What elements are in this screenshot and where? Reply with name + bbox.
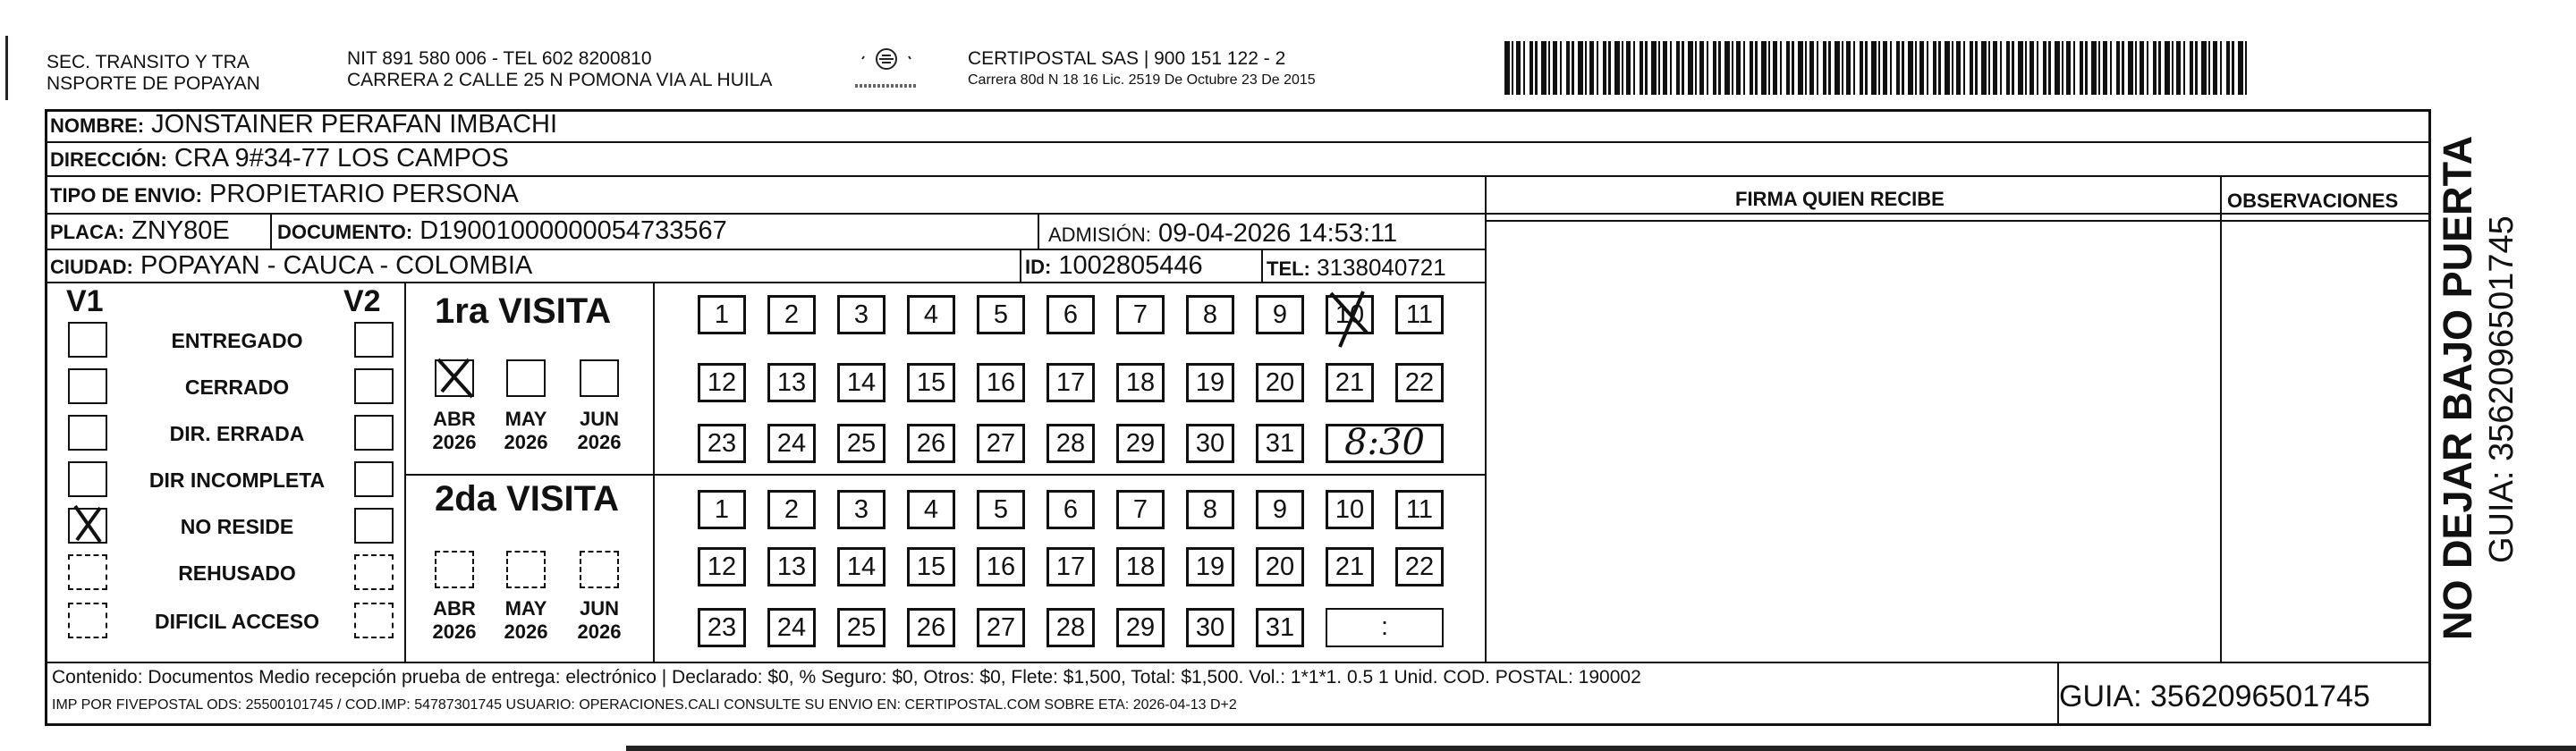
nombre-label: NOMBRE: — [50, 114, 145, 137]
v1-header: V1 — [66, 284, 104, 318]
second-visit-day-16[interactable]: 16 — [977, 547, 1025, 586]
barcode-bar — [2195, 41, 2198, 95]
barcode-bar — [1750, 41, 1753, 95]
first-visit-title: 1ra VISITA — [435, 291, 612, 331]
second-visit-day-10[interactable]: 10 — [1326, 490, 1374, 529]
handwritten-x-icon — [433, 356, 479, 401]
first-visit-day-13[interactable]: 13 — [767, 363, 816, 402]
sender-block — [47, 52, 260, 95]
status-label-rehusado: REHUSADO — [178, 561, 296, 585]
barcode-bar — [1865, 41, 1868, 95]
second-visit-day-13[interactable]: 13 — [767, 547, 816, 586]
barcode-bar — [1956, 41, 1961, 95]
first-visit-day-21[interactable]: 21 — [1326, 363, 1374, 402]
status-label-dificil-acceso: DIFICIL ACCESO — [154, 610, 319, 633]
barcode-bar — [1626, 41, 1631, 95]
barcode-bar — [1817, 41, 1818, 95]
first-visit-day-22[interactable]: 22 — [1395, 363, 1444, 402]
barcode-bar — [1645, 41, 1648, 95]
second-visit-month-label — [571, 597, 628, 644]
barcode-bar — [1578, 41, 1583, 95]
barcode-bar — [2116, 41, 2120, 95]
barcode-bar — [1860, 41, 1863, 95]
barcode-bar — [1988, 41, 1990, 95]
barcode-bar — [1651, 41, 1657, 95]
barcode-bar — [1504, 41, 1510, 95]
first-visit-day-14[interactable]: 14 — [837, 363, 886, 402]
barcode-bar — [2066, 41, 2071, 95]
barcode-bar — [2073, 41, 2075, 95]
month-year: 2026 — [577, 431, 622, 453]
second-visit-day-29[interactable]: 29 — [1116, 608, 1165, 647]
second-visit-day-14[interactable]: 14 — [837, 547, 886, 586]
barcode-bar — [1975, 41, 1978, 95]
barcode-bar — [2048, 41, 2051, 95]
barcode-bar — [1663, 41, 1667, 95]
rule — [1038, 213, 1039, 249]
first-visit-day-6[interactable]: 6 — [1046, 295, 1095, 334]
second-visit-time-box[interactable]: : — [1326, 608, 1444, 647]
barcode-bar — [1828, 41, 1831, 95]
barcode-bar — [2018, 41, 2023, 95]
first-visit-day-3[interactable]: 3 — [837, 295, 886, 334]
barcode-bar — [1853, 41, 1855, 95]
direccion-value: CRA 9#34-77 LOS CAMPOS — [174, 144, 509, 173]
barcode-bar — [1736, 41, 1741, 95]
barcode-bar — [1798, 41, 1803, 95]
tel-field — [1267, 252, 1446, 284]
month-year: 2026 — [504, 431, 548, 453]
first-visit-month-label — [497, 408, 555, 454]
month-year: 2026 — [577, 620, 622, 643]
month-name: ABR — [433, 597, 476, 620]
second-visit-day-17[interactable]: 17 — [1046, 547, 1095, 586]
barcode-bar — [2165, 41, 2170, 95]
second-visit-day-5[interactable]: 5 — [977, 490, 1025, 529]
barcode-bar — [1842, 41, 1843, 95]
second-visit-day-19[interactable]: 19 — [1186, 547, 1234, 586]
second-visit-day-9[interactable]: 9 — [1256, 490, 1304, 529]
first-visit-day-5[interactable]: 5 — [977, 295, 1025, 334]
barcode-bar — [1823, 41, 1826, 95]
barcode-bar — [1670, 41, 1672, 95]
barcode-bar — [1608, 41, 1611, 95]
barcode-bar — [1761, 41, 1767, 95]
second-visit-day-2[interactable]: 2 — [767, 490, 816, 529]
barcode-bar — [1871, 41, 1877, 95]
barcode-bar — [1773, 41, 1777, 95]
second-visit-day-24[interactable]: 24 — [767, 608, 816, 647]
barcode-bar — [2232, 41, 2234, 95]
barcode-bar — [1541, 41, 1546, 95]
v1-checkbox-dir-incompleta[interactable] — [68, 461, 107, 497]
second-visit-day-3[interactable]: 3 — [837, 490, 886, 529]
barcode-bar — [1919, 41, 1924, 95]
barcode-bar — [1585, 41, 1587, 95]
ciudad-field — [50, 250, 532, 283]
barcode-bar — [1896, 41, 1900, 95]
v2-checkbox-dir-errada[interactable] — [354, 415, 394, 451]
tipo-envio-value: PROPIETARIO PERSONA — [208, 180, 519, 208]
v1-checkbox-rehusado[interactable] — [68, 554, 107, 590]
v2-checkbox-rehusado[interactable] — [354, 554, 394, 590]
bottom-scan-edge — [626, 746, 2576, 751]
second-visit-day-18[interactable]: 18 — [1116, 547, 1165, 586]
courier-block — [968, 48, 1316, 91]
barcode-bar — [1732, 41, 1733, 95]
first-visit-day-1[interactable]: 1 — [698, 295, 746, 334]
first-visit-time-box[interactable] — [1326, 424, 1444, 463]
first-visit-month-may[interactable] — [506, 359, 546, 397]
rule — [1485, 175, 1487, 662]
barcode-bar — [1658, 41, 1660, 95]
first-visit-month-label — [571, 408, 628, 454]
first-visit-day-15[interactable]: 15 — [907, 363, 955, 402]
barcode-bar — [1707, 41, 1708, 95]
first-visit-day-30[interactable]: 30 — [1186, 424, 1234, 463]
barcode-bar — [2110, 41, 2112, 95]
rule — [45, 175, 2431, 177]
handwritten-x-icon — [1322, 288, 1376, 350]
first-visit-day-16[interactable]: 16 — [977, 363, 1025, 402]
observaciones-column-header: OBSERVACIONES — [2227, 190, 2399, 212]
second-visit-day-25[interactable]: 25 — [837, 608, 886, 647]
barcode-bar — [2000, 41, 2002, 95]
second-visit-day-12[interactable]: 12 — [698, 547, 746, 586]
first-visit-day-12[interactable]: 12 — [698, 363, 746, 402]
second-visit-day-30[interactable]: 30 — [1186, 608, 1234, 647]
nit-line: NIT 891 580 006 - TEL 602 8200810 — [347, 48, 652, 69]
barcode-bar — [2201, 41, 2207, 95]
barcode-bar — [1597, 41, 1598, 95]
tel-value: 3138040721 — [1317, 254, 1446, 281]
barcode-bar — [1878, 41, 1880, 95]
second-visit-day-22[interactable]: 22 — [1395, 547, 1444, 586]
first-visit-day-7[interactable]: 7 — [1116, 295, 1165, 334]
second-visit-day-27[interactable]: 27 — [977, 608, 1025, 647]
status-label-entregado: ENTREGADO — [171, 329, 303, 352]
barcode-bar — [1902, 41, 1904, 95]
left-edge-mark — [5, 36, 13, 100]
barcode-bar — [1512, 41, 1513, 95]
second-visit-month-jun[interactable] — [580, 551, 619, 588]
first-visit-day-19[interactable]: 19 — [1186, 363, 1234, 402]
nombre-value: JONSTAINER PERAFAN IMBACHI — [151, 110, 558, 139]
second-visit-day-15[interactable]: 15 — [907, 547, 955, 586]
barcode-bar — [1633, 41, 1635, 95]
barcode-bar — [2085, 41, 2088, 95]
barcode-bar — [1993, 41, 1997, 95]
barcode-bar — [1560, 41, 1562, 95]
barcode-bar — [1530, 41, 1533, 95]
barcode-bar — [1835, 41, 1840, 95]
courier-license-line: Carrera 80d N 18 16 Lic. 2519 De Octubre 23 De 2015 — [968, 72, 1316, 88]
barcode-bar — [1553, 41, 1557, 95]
admision-field — [1048, 218, 1397, 250]
barcode-bar — [1883, 41, 1887, 95]
month-year: 2026 — [504, 620, 548, 643]
first-visit-day-17[interactable]: 17 — [1046, 363, 1095, 402]
sender-line-1: SEC. TRANSITO Y TRA — [47, 52, 250, 72]
barcode-bar — [1713, 41, 1716, 95]
v2-checkbox-entregado[interactable] — [354, 322, 394, 358]
status-label-dir-incompleta: DIR INCOMPLETA — [148, 468, 326, 492]
second-visit-day-20[interactable]: 20 — [1256, 547, 1304, 586]
barcode-bar — [1970, 41, 1973, 95]
barcode-bar — [2226, 41, 2230, 95]
barcode-bar — [2135, 41, 2137, 95]
second-visit-day-26[interactable]: 26 — [907, 608, 955, 647]
do-not-leave-under-door-warning: NO DEJAR BAJO PUERTA — [2435, 135, 2480, 640]
month-name: JUN — [579, 408, 619, 430]
direccion-field — [50, 143, 509, 175]
barcode-bar — [2012, 41, 2014, 95]
barcode-bar — [1890, 41, 1892, 95]
barcode-bar — [1566, 41, 1570, 95]
barcode-bar — [1846, 41, 1851, 95]
barcode-bar — [1915, 41, 1917, 95]
barcode-bar — [2098, 41, 2100, 95]
first-visit-day-2[interactable]: 2 — [767, 295, 816, 334]
second-visit-title: 2da VISITA — [435, 479, 619, 519]
id-field — [1025, 250, 1203, 283]
second-visit-day-8[interactable]: 8 — [1186, 490, 1234, 529]
guia-number: GUIA: 3562096501745 — [2059, 679, 2370, 713]
id-label: ID: — [1025, 256, 1052, 278]
rule — [1261, 249, 1263, 282]
second-visit-day-4[interactable]: 4 — [907, 490, 955, 529]
second-visit-month-may[interactable] — [506, 551, 546, 588]
barcode-bar — [2055, 41, 2060, 95]
barcode-bar — [2037, 41, 2038, 95]
barcode-bar — [1699, 41, 1704, 95]
documento-label: DOCUMENTO: — [277, 221, 413, 243]
barcode-bar — [1688, 41, 1693, 95]
first-visit-day-18[interactable]: 18 — [1116, 363, 1165, 402]
barcode-bar — [1938, 41, 1941, 95]
barcode-bar — [1622, 41, 1623, 95]
rule — [45, 213, 2431, 215]
month-year: 2026 — [432, 431, 477, 453]
second-visit-month-abr[interactable] — [435, 551, 474, 588]
first-visit-day-9[interactable]: 9 — [1256, 295, 1304, 334]
first-visit-day-31[interactable]: 31 — [1256, 424, 1304, 463]
barcode-bar — [1535, 41, 1538, 95]
rule — [404, 282, 406, 662]
barcode-bar — [1952, 41, 1953, 95]
handwritten-time: 8:30 — [1344, 422, 1425, 463]
month-name: MAY — [504, 597, 547, 620]
placa-field — [50, 215, 230, 248]
status-label-dir-errada: DIR. ERRADA — [169, 422, 305, 445]
barcode-bar — [2147, 41, 2148, 95]
barcode-bar — [1682, 41, 1684, 95]
barcode-bar — [2062, 41, 2063, 95]
month-name: JUN — [579, 597, 619, 620]
v2-checkbox-no-reside[interactable] — [354, 508, 394, 544]
barcode-bar — [2153, 41, 2157, 95]
second-visit-day-31[interactable]: 31 — [1256, 608, 1304, 647]
rule — [653, 282, 655, 662]
barcode-bar — [2029, 41, 2034, 95]
side-guia-number: GUIA: 3562096501745 — [2483, 215, 2521, 563]
v2-header: V2 — [343, 284, 381, 318]
admision-value: 09-04-2026 14:53:11 — [1157, 219, 1398, 248]
barcode-bar — [1755, 41, 1758, 95]
barcode — [1504, 41, 2249, 95]
second-visit-day-6[interactable]: 6 — [1046, 490, 1095, 529]
barcode-bar — [1572, 41, 1574, 95]
tipo-envio-field — [50, 179, 519, 211]
second-visit-day-28[interactable]: 28 — [1046, 608, 1095, 647]
first-visit-day-25[interactable]: 25 — [837, 424, 886, 463]
handwritten-x-icon — [70, 502, 107, 545]
barcode-bar — [1676, 41, 1680, 95]
tipo-envio-label: TIPO DE ENVIO: — [50, 184, 202, 207]
barcode-bar — [2213, 41, 2217, 95]
barcode-bar — [1809, 41, 1814, 95]
documento-value: D19001000000054733567 — [419, 216, 727, 245]
first-visit-day-26[interactable]: 26 — [907, 424, 955, 463]
barcode-bar — [1768, 41, 1770, 95]
first-visit-day-24[interactable]: 24 — [767, 424, 816, 463]
address-line: CARRERA 2 CALLE 25 N POMONA VIA AL HUILA — [347, 70, 773, 90]
rule — [1020, 249, 1021, 282]
barcode-bar — [2128, 41, 2133, 95]
barcode-bar — [1718, 41, 1721, 95]
barcode-bar — [2176, 41, 2181, 95]
first-visit-day-23[interactable]: 23 — [698, 424, 746, 463]
second-visit-day-7[interactable]: 7 — [1116, 490, 1165, 529]
courier-name-line: CERTIPOSTAL SAS | 900 151 122 - 2 — [968, 48, 1286, 69]
barcode-bar — [2080, 41, 2083, 95]
rule — [2220, 175, 2222, 662]
month-name: MAY — [504, 408, 547, 430]
second-visit-month-label — [426, 597, 483, 644]
barcode-bar — [1927, 41, 1928, 95]
barcode-bar — [1695, 41, 1697, 95]
barcode-bar — [1805, 41, 1807, 95]
content-summary: Contenido: Documentos Medio recepción prueba de entrega: electrónico | Declarado: $0, % Seguro: $0, Otros: $0, Flete: $1,500, Total: $1,500. Vol.: 1*1*1. 0.5 1 Unid. COD. POSTAL: 190002 — [52, 667, 1641, 688]
tel-label: TEL: — [1267, 257, 1310, 280]
first-visit-day-28[interactable]: 28 — [1046, 424, 1095, 463]
barcode-bar — [1908, 41, 1913, 95]
first-visit-day-27[interactable]: 27 — [977, 424, 1025, 463]
barcode-bar — [2172, 41, 2174, 95]
v1-checkbox-dir-errada[interactable] — [68, 415, 107, 451]
admision-label: ADMISIÓN: — [1048, 224, 1151, 246]
v2-checkbox-dificil-acceso[interactable] — [354, 603, 394, 638]
barcode-bar — [1743, 41, 1745, 95]
barcode-bar — [1981, 41, 1987, 95]
barcode-bar — [2103, 41, 2107, 95]
documento-field — [277, 215, 727, 248]
firma-column-header: FIRMA QUIEN RECIBE — [1735, 188, 1945, 210]
first-visit-day-4[interactable]: 4 — [907, 295, 955, 334]
barcode-bar — [2091, 41, 2097, 95]
first-visit-day-29[interactable]: 29 — [1116, 424, 1165, 463]
barcode-bar — [1589, 41, 1594, 95]
certipostal-logo-icon — [837, 46, 936, 95]
barcode-bar — [1786, 41, 1790, 95]
v2-checkbox-cerrado[interactable] — [354, 368, 394, 404]
second-visit-day-11[interactable]: 11 — [1395, 490, 1444, 529]
barcode-bar — [1523, 41, 1525, 95]
barcode-bar — [1614, 41, 1620, 95]
placa-label: PLACA: — [50, 221, 125, 243]
v2-checkbox-dir-incompleta[interactable] — [354, 461, 394, 497]
sender-line-2: NSPORTE DE POPAYAN — [47, 73, 260, 94]
direccion-label: DIRECCIÓN: — [50, 148, 167, 171]
barcode-bar — [1945, 41, 1950, 95]
rule — [1485, 220, 2431, 222]
second-visit-day-21[interactable]: 21 — [1326, 547, 1374, 586]
id-value: 1002805446 — [1058, 251, 1203, 280]
barcode-bar — [2158, 41, 2161, 95]
month-year: 2026 — [432, 620, 477, 643]
nombre-field — [50, 109, 557, 141]
second-visit-day-23[interactable]: 23 — [698, 608, 746, 647]
barcode-bar — [2122, 41, 2124, 95]
barcode-bar — [2043, 41, 2046, 95]
barcode-bar — [1603, 41, 1606, 95]
barcode-bar — [1933, 41, 1936, 95]
barcode-bar — [1963, 41, 1965, 95]
barcode-bar — [1780, 41, 1782, 95]
barcode-bar — [1548, 41, 1550, 95]
barcode-bar — [2140, 41, 2144, 95]
status-label-no-reside: NO RESIDE — [180, 515, 294, 538]
barcode-bar — [1640, 41, 1643, 95]
rule — [270, 213, 272, 249]
first-visit-day-8[interactable]: 8 — [1186, 295, 1234, 334]
first-visit-month-label — [426, 408, 483, 454]
barcode-bar — [2238, 41, 2243, 95]
status-label-cerrado: CERRADO — [184, 376, 290, 399]
ciudad-label: CIUDAD: — [50, 256, 133, 278]
rule — [404, 474, 1485, 476]
ciudad-value: POPAYAN - CAUCA - COLOMBIA — [140, 251, 533, 280]
barcode-bar — [1516, 41, 1521, 95]
barcode-bar — [2025, 41, 2027, 95]
barcode-bar — [2208, 41, 2210, 95]
first-visit-day-20[interactable]: 20 — [1256, 363, 1304, 402]
barcode-bar — [2006, 41, 2010, 95]
barcode-bar — [1724, 41, 1730, 95]
sender-contact-block — [347, 48, 772, 91]
placa-value: ZNY80E — [131, 216, 230, 245]
second-visit-day-1[interactable]: 1 — [698, 490, 746, 529]
barcode-bar — [2220, 41, 2222, 95]
month-name: ABR — [433, 408, 476, 430]
v1-checkbox-cerrado[interactable] — [68, 368, 107, 404]
barcode-bar — [2245, 41, 2247, 95]
first-visit-day-11[interactable]: 11 — [1395, 295, 1444, 334]
rule — [45, 662, 2431, 663]
first-visit-day-10[interactable]: 10 — [1326, 295, 1374, 334]
barcode-bar — [2183, 41, 2185, 95]
print-info: IMP POR FIVEPOSTAL ODS: 25500101745 / COD.IMP: 54787301745 USUARIO: OPERACIONES.CALI CONSULTE SU ENVIO EN: CERTIPOSTAL.COM SOBRE ETA: 2026-04-13 D+2 — [52, 697, 1237, 713]
v1-checkbox-entregado[interactable] — [68, 322, 107, 358]
second-visit-month-label — [497, 597, 555, 644]
barcode-bar — [1792, 41, 1794, 95]
barcode-bar — [2190, 41, 2193, 95]
first-visit-month-jun[interactable] — [580, 359, 619, 397]
v1-checkbox-dificil-acceso[interactable] — [68, 603, 107, 638]
